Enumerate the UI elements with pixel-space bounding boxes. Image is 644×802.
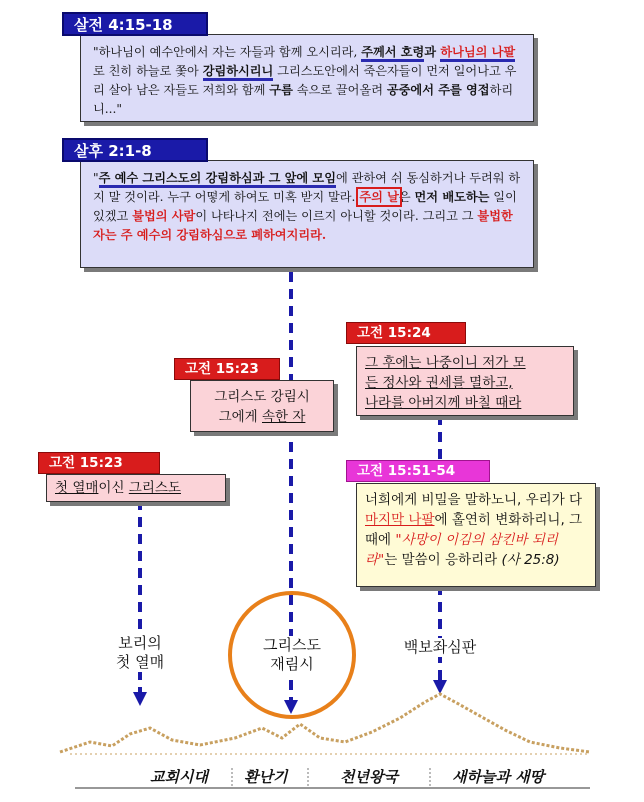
corinthians-1523-mid-tag: 고전 15:23	[174, 358, 280, 380]
thessalonians1-panel: "하나님이 예수안에서 자는 자들과 함께 오시리라, 주께서 호령과 하나님의 나팔로 친히 하늘로 쫓아 강림하시리니 그리스도안에서 죽은자들이 먼저 일어나고 우리 살아 남은 자들도 저희와 함께 구름 속으로 끌어올려 공중에서 주를 영접하리니..."	[80, 34, 534, 122]
thessalonians2-panel: "주 예수 그리스도의 강림하심과 그 앞에 모임에 관하여 쉬 동심하거나 두려워 하지 말 것이라. 누구 어떻게 하여도 미혹 받지 말라. 주의 날은 먼저 배도하는 일이 있겠고 불법의 사람이 나타나지 전에는 이르지 아니할 것이라. 그리고 그 불법한 자는 주 예수의 강림하심으로 폐하여지리라.	[80, 160, 534, 268]
firstfruit-label: 보리의 첫 열매	[100, 634, 180, 672]
white-throne-label: 백보좌심판	[392, 638, 488, 657]
right-arrow-head	[433, 680, 447, 694]
corinthians-1523-left-tag: 고전 15:23	[38, 452, 160, 474]
thessalonians2-tag: 살후 2:1-8	[62, 138, 208, 162]
left-arrow-head	[133, 692, 147, 706]
thessalonians1-tag: 살전 4:15-18	[62, 12, 208, 36]
era-tribulation: 환난기	[244, 768, 288, 786]
corinthians-1551-tag: 고전 15:51-54	[346, 460, 490, 482]
mid-box-line1: 그리스도 강림시	[214, 389, 310, 405]
corinthians-1523-left-box: 첫 열매이신 그리스도	[46, 474, 226, 502]
center-arrow-head	[284, 700, 298, 714]
corinthians-1523-mid-box: 그리스도 강림시 그에게 속한 자	[190, 380, 334, 432]
era-millennium: 천년왕국	[340, 768, 398, 786]
corinthians-1524-tag: 고전 15:24	[346, 322, 466, 344]
corinthians-1551-box: 너희에게 비밀을 말하노니, 우리가 다 마지막 나팔에 홀연히 변화하리니, 그 때에 "사망이 이김의 삼킨바 되리라"는 말씀이 응하리라 (사 25:8)	[356, 483, 596, 587]
era-new-heaven-earth: 새하늘과 새땅	[452, 768, 545, 786]
second-coming-label: 그리스도 재림시	[246, 636, 338, 674]
era-church-age: 교회시대	[150, 768, 208, 786]
corinthians-1524-box: 그 후에는 나중이니 저가 모 든 정사와 권세를 멸하고, 나라를 아버지께 바칠 때라	[356, 346, 574, 416]
